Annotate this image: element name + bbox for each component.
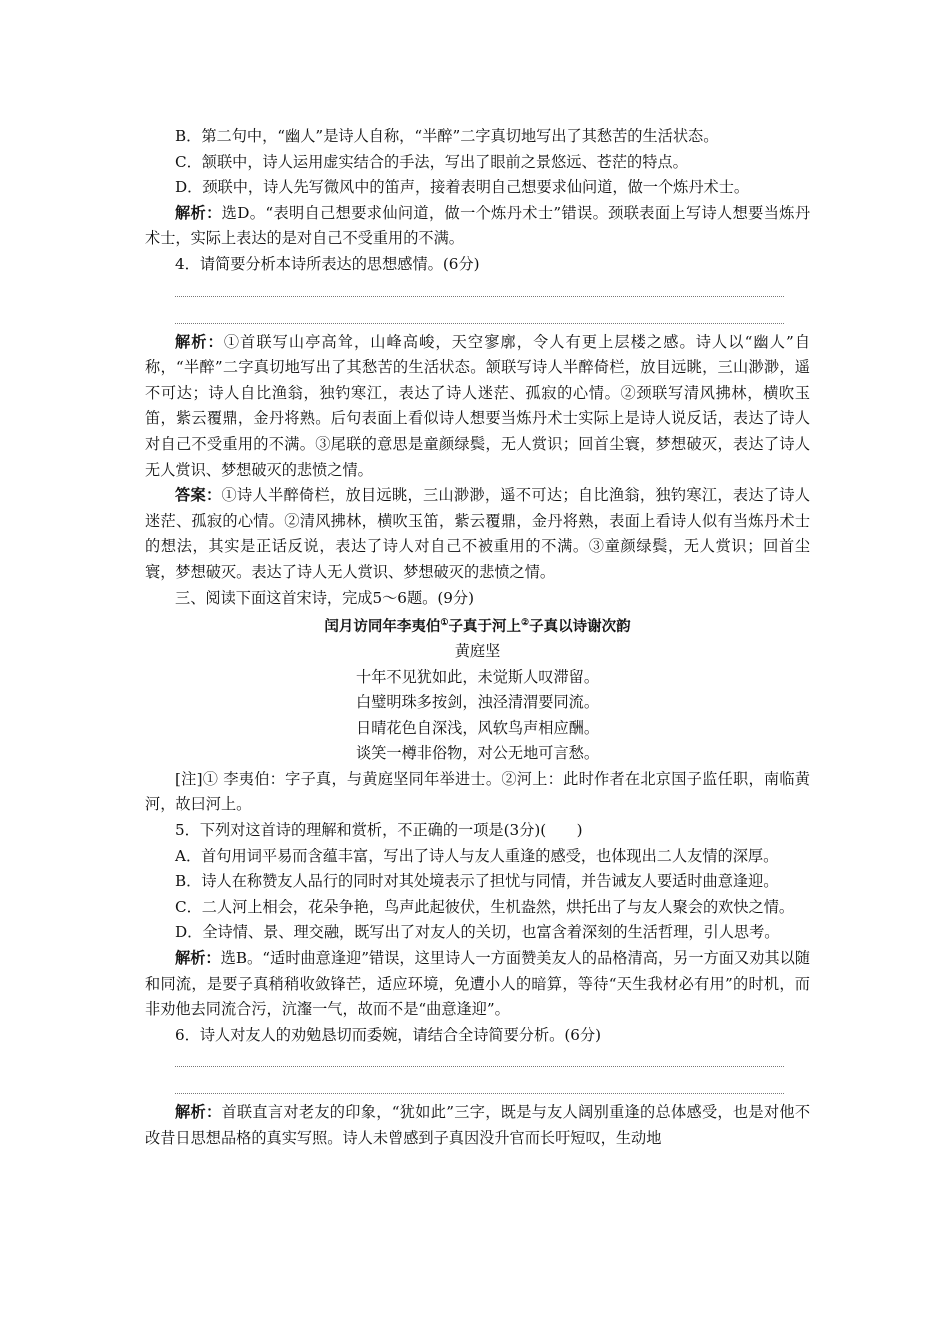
- answer-label: 答案：: [175, 486, 222, 505]
- q6-question: 6．诗人对友人的劝勉恳切而委婉，请结合全诗简要分析。(6分): [175, 1025, 602, 1044]
- q4-answer: [145, 483, 810, 585]
- poem-line: 十年不见犹如此，未觉斯人叹滞留。: [356, 667, 599, 686]
- analysis-label: 解析：: [175, 949, 221, 968]
- q5-question: 5．下列对这首诗的理解和赏析，不正确的一项是(3分)( ): [175, 821, 583, 840]
- poem-author: 黄庭坚: [454, 641, 501, 660]
- poem-title-part: 子真于河上: [448, 617, 521, 635]
- q5-option-d: D．全诗情、景、理交融，既写出了对友人的关切，也富含着深刻的生活哲理，引人思考。: [175, 923, 780, 942]
- q3-option-d: D．颈联中，诗人先写微风中的笛声，接着表明自己想要求仙问道，做一个炼丹术士。: [175, 178, 750, 197]
- note-marker: ②: [521, 618, 530, 629]
- q5-option-b: B．诗人在称赞友人品行的同时对其处境表示了担忧与同情，并告诫友人要适时曲意逢迎。: [175, 872, 779, 891]
- q3-analysis-text: 选D。“表明自己想要求仙问道，做一个炼丹术士”错误。颈联表面上写诗人想要当炼丹术士，实际上表达的是对自己不受重用的不满。: [145, 203, 811, 248]
- document-page: [145, 124, 810, 1152]
- q3-analysis: [145, 201, 810, 252]
- q6-analysis-text: 首联直言对老友的印象，“犹如此”三字，既是与友人阔别重逢的总体感受，也是对他不改昔日思想品格的真实写照。诗人未曾感到子真因没升官而长吁短叹，生动地: [145, 1103, 811, 1148]
- poem-line: 白璧明珠多按剑，浊泾清渭要同流。: [356, 693, 599, 712]
- q5-analysis: [145, 946, 810, 1023]
- section3-heading: 三、阅读下面这首宋诗，完成5～6题。(9分): [175, 588, 475, 607]
- q4-answer-text: ①诗人半醉倚栏，放目远眺，三山渺渺，遥不可达；自比渔翁，独钓寒江，表达了诗人迷茫、孤寂的心情。②清风拂林，横吹玉笛，紫云覆鼎，金丹将熟，表面上看诗人似有当炼丹术士的想法，其实是正话反说，表达了诗人对自己不被重用的不满。③童颜绿鬓，无人赏识；回首尘寰，梦想破灭。表达了诗人无人赏识、梦想破灭的悲愤之情。: [145, 486, 811, 581]
- q5-option-c: C．二人河上相会，花朵争艳，鸟声此起彼伏，生机盎然，烘托出了与友人聚会的欢快之情。: [175, 897, 795, 916]
- analysis-label: 解析：: [175, 1103, 222, 1122]
- q5-analysis-text: 选B。“适时曲意逢迎”错误，这里诗人一方面赞美友人的品格清高，另一方面又劝其以随和同流，是要子真稍稍收敛锋芒，适应环境，免遭小人的暗算，等待“天生我材必有用”的时机，而非劝他去同流合污，沆瀣一气，故而不是“曲意逢迎”。: [145, 949, 810, 1019]
- poem-title: [145, 611, 810, 639]
- q4-analysis: [145, 330, 810, 484]
- q5-option-a: A．首句用词平易而含蕴丰富，写出了诗人与友人重逢的感受，也体现出二人友情的深厚。: [175, 846, 779, 865]
- q6-analysis: [145, 1100, 810, 1151]
- analysis-label: 解析：: [175, 203, 222, 222]
- q3-option-c: C．颔联中，诗人运用虚实结合的手法，写出了眼前之景悠远、苍茫的特点。: [175, 152, 688, 171]
- note-marker: ①: [440, 618, 449, 629]
- poem-line: 谈笑一樽非俗物，对公无地可言愁。: [356, 744, 599, 763]
- q4-question: 4．请简要分析本诗所表达的思想感情。(6分): [175, 254, 480, 273]
- poem-note: [注]① 李夷伯：字子真，与黄庭坚同年举进士。②河上：此时作者在北京国子监任职，南临黄河，故曰河上。: [145, 769, 810, 814]
- poem-title-part: 子真以诗谢次韵: [529, 617, 631, 635]
- q4-analysis-text: ①首联写山亭高耸，山峰高峻，天空寥廓，令人有更上层楼之感。诗人以“幽人”自称，“半醉”二字真切地写出了其愁苦的生活状态。颔联写诗人半醉倚栏，放目远眺，三山渺渺，遥不可达；诗人自比渔翁，独钓寒江，表达了诗人迷茫、孤寂的心情。②颈联写清风拂林，横吹玉笛，紫云覆鼎，金丹将熟。后句表面上看似诗人想要当炼丹术士实际上是诗人说反话，表达了诗人对自己不受重用的不满。③尾联的意思是童颜绿鬓，无人赏识；回首尘寰，梦想破灭，表达了诗人无人赏识、梦想破灭的悲愤之情。: [145, 332, 811, 479]
- poem-title-part: 闰月访同年李夷伯: [324, 617, 441, 635]
- analysis-label: 解析：: [175, 332, 224, 351]
- poem-line: 日晴花色自深浅，风软鸟声相应酬。: [356, 718, 599, 737]
- q3-option-b: B．第二句中，“幽人”是诗人自称，“半醉”二字真切地写出了其愁苦的生活状态。: [175, 127, 719, 145]
